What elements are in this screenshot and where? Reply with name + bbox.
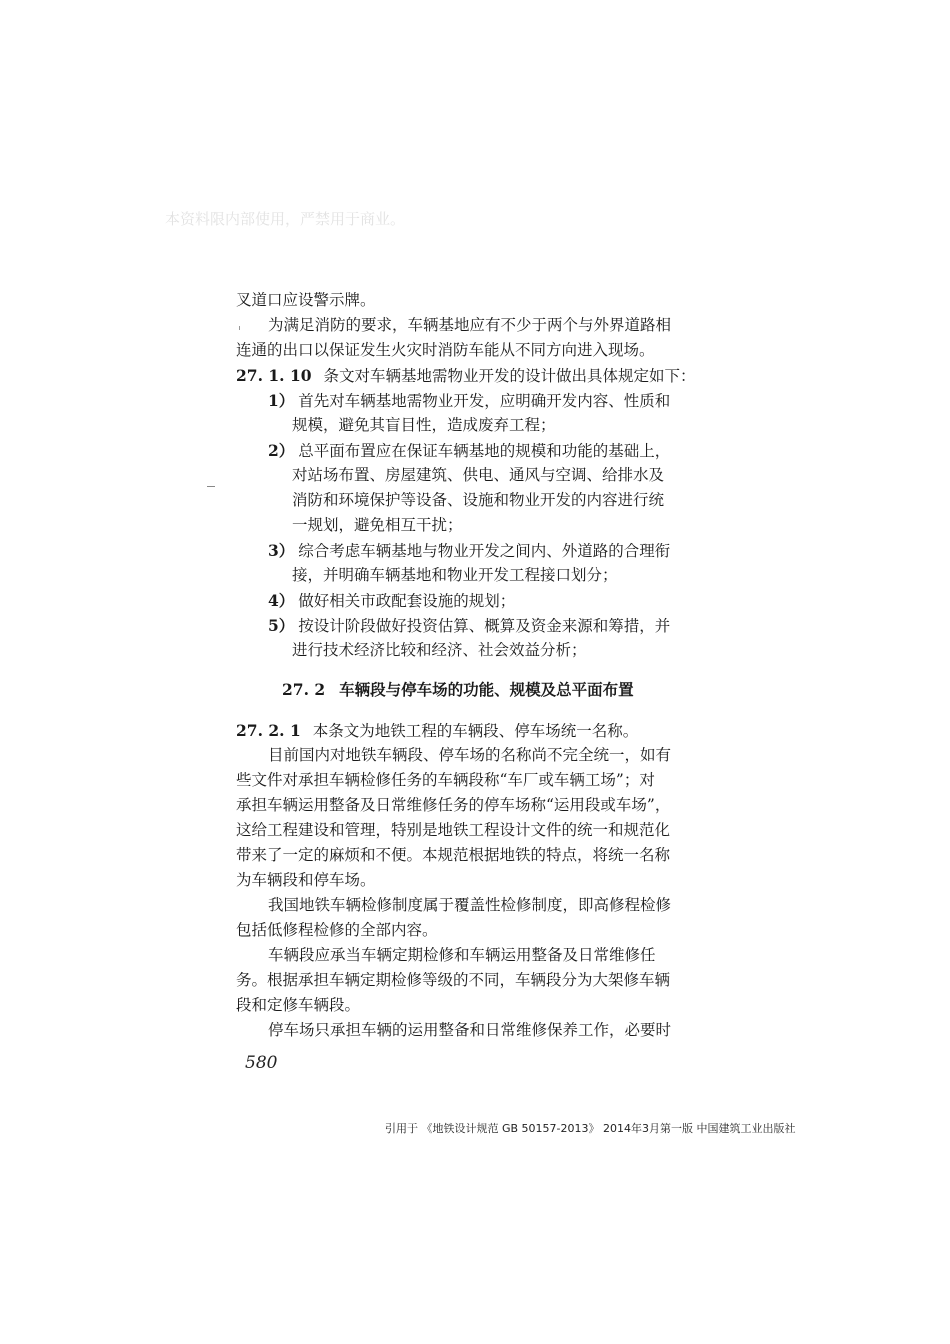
list-item-3 (236, 538, 706, 563)
section-heading-27-2 (236, 677, 706, 702)
text-line: 进行技术经济比较和经济、社会效益分析； (292, 641, 587, 659)
list-number: 1） (268, 391, 295, 410)
text-line: 叉道口应设警示牌。 (236, 291, 376, 309)
clause-text: 条文对车辆基地需物业开发的设计做出具体规定如下： (323, 367, 696, 385)
text-line: 这给工程建设和管理，特别是地铁工程设计文件的统一和规范化 (236, 821, 671, 839)
clause-text: 本条文为地铁工程的车辆段、停车场统一名称。 (312, 722, 639, 740)
text-line: 包括低修程检修的全部内容。 (236, 921, 438, 939)
text-line: 连通的出口以保证发生火灾时消防车能从不同方向进入现场。 (236, 341, 655, 359)
text-line: 我国地铁车辆检修制度属于覆盖性检修制度，即高修程检修 (268, 896, 672, 914)
text-line: 为满足消防的要求，车辆基地应有不少于两个与外界道路相 (268, 316, 672, 334)
text-line: 目前国内对地铁车辆段、停车场的名称尚不完全统一，如有 (268, 746, 672, 764)
clause-number: 27. 2. 1 (236, 721, 301, 740)
list-text: 按设计阶段做好投资估算、概算及资金来源和筹措，并 (298, 617, 671, 635)
text-line: 带来了一定的麻烦和不便。本规范根据地铁的特点，将统一名称 (236, 846, 671, 864)
list-number: 4） (268, 591, 295, 610)
list-number: 5） (268, 616, 295, 635)
list-item-5 (236, 613, 706, 638)
list-text: 总平面布置应在保证车辆基地的规模和功能的基础上， (298, 442, 671, 460)
citation-footer: 引用于 《地铁设计规范 GB 50157-2013》 2014年3月第一版 中国建筑工业出版社 (385, 1122, 796, 1135)
text-line: 消防和环境保护等设备、设施和物业开发的内容进行统 (292, 491, 665, 509)
section-title: 车辆段与停车场的功能、规模及总平面布置 (339, 680, 634, 699)
list-text: 做好相关市政配套设施的规划； (298, 592, 516, 610)
list-item-4 (236, 588, 706, 613)
text-line: 规模，避免其盲目性，造成废弃工程； (292, 416, 556, 434)
text-line: 务。根据承担车辆定期检修等级的不同，车辆段分为大架修车辆 (236, 971, 671, 989)
text-line: 停车场只承担车辆的运用整备和日常维修保养工作，必要时 (268, 1021, 672, 1039)
text-line: 对站场布置、房屋建筑、供电、通风与空调、给排水及 (292, 466, 665, 484)
list-item-2 (236, 438, 706, 463)
text-line: 接，并明确车辆基地和物业开发工程接口划分； (292, 566, 618, 584)
clause-27-2-1 (236, 718, 706, 743)
list-item-1 (236, 388, 706, 413)
text-line: 一规划，避免相互干扰； (292, 516, 463, 534)
list-text: 综合考虑车辆基地与物业开发之间内、外道路的合理衔 (298, 542, 671, 560)
text-line: 承担车辆运用整备及日常维修任务的停车场称“运用段或车场”， (236, 796, 671, 814)
page-number: 580 (245, 1053, 278, 1073)
text-line: 段和定修车辆段。 (236, 996, 361, 1014)
section-number: 27. 2 (282, 680, 326, 699)
text-line: 车辆段应承当车辆定期检修和车辆运用整备及日常维修任 (268, 946, 656, 964)
margin-mark (207, 486, 215, 487)
list-number: 3） (268, 541, 295, 560)
clause-number: 27. 1. 10 (236, 366, 312, 385)
list-number: 2） (268, 441, 295, 460)
list-text: 首先对车辆基地需物业开发，应明确开发内容、性质和 (298, 392, 671, 410)
text-line: 为车辆段和停车场。 (236, 871, 376, 889)
clause-27-1-10 (236, 363, 706, 388)
page-body (236, 288, 706, 1043)
watermark-text: 本资料限内部使用，严禁用于商业。 (165, 210, 406, 228)
text-line: 些文件对承担车辆检修任务的车辆段称“车厂或车辆工场”；对 (236, 771, 655, 789)
